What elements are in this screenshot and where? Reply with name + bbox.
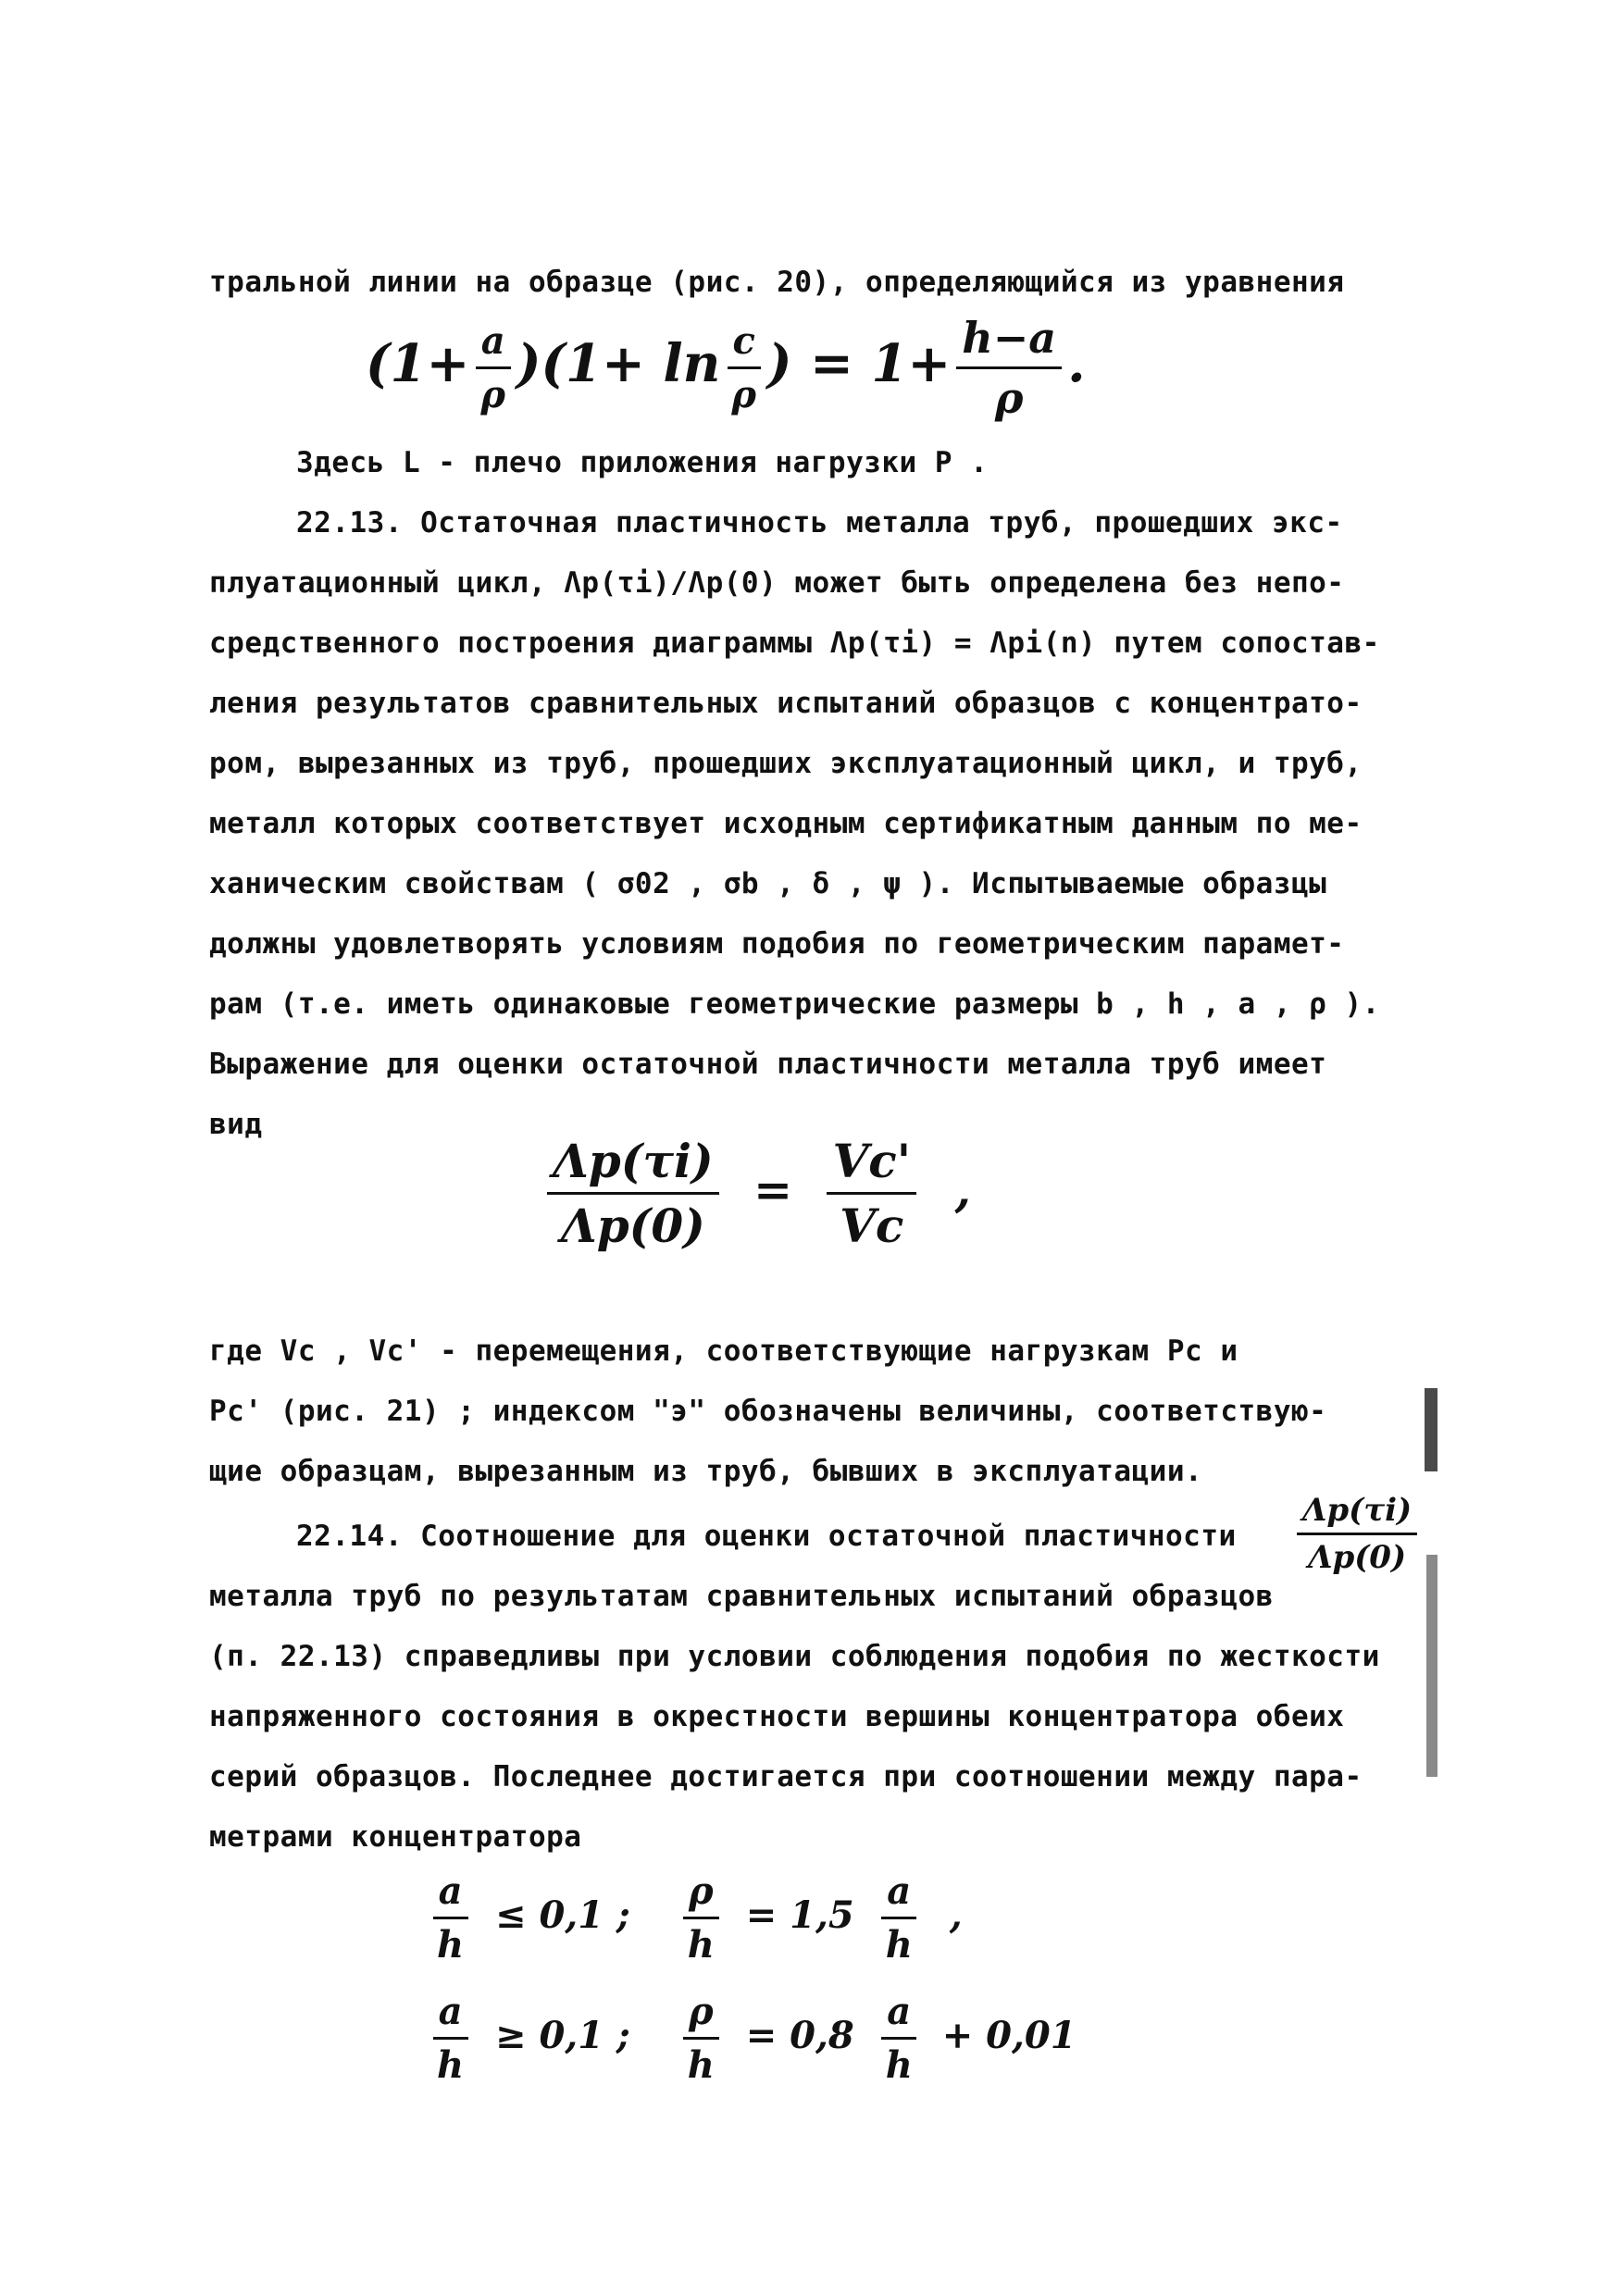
eq-cond2-rhs-den: h (885, 2043, 913, 2087)
eq-ratio-end: , (954, 1161, 971, 1217)
eq-cond2-lhs-num: a (433, 1990, 468, 2040)
text-line-13: вид (209, 1108, 263, 1141)
eq-cond2-lhs-den: h (437, 2043, 465, 2087)
eq-cond1-rel1: ≤ 0,1 ; (495, 1893, 630, 1937)
eq-cond2-mid (682, 1990, 720, 2087)
eq-ratio-left-den: Λp(0) (560, 1198, 705, 1253)
eq-cond1-lhs-num: a (433, 1869, 468, 1919)
eq-cond1-lhs (431, 1869, 469, 1967)
equation-side-ratio (1291, 1492, 1423, 1576)
eq-main-frac-mid-den: ρ (731, 373, 756, 416)
eq-cond2-lhs (431, 1990, 469, 2087)
eq-main-frac-left-den: ρ (480, 373, 505, 416)
eq-ratio-equals: = (753, 1161, 793, 1217)
eq-main-frac-right (956, 313, 1062, 423)
eq-ratio-right-den: Vc (840, 1198, 904, 1253)
text-line-16: щие образцам, вырезанным из труб, бывших в эксплуатации. (209, 1455, 1203, 1488)
equation-ratio (541, 1134, 971, 1253)
scan-artifact-1 (1425, 1388, 1438, 1471)
eq-cond1-mid-den: h (687, 1923, 715, 1967)
eq-main-frac-left-num: a (476, 319, 511, 369)
eq-cond1-rhs (880, 1869, 918, 1967)
eq-cond1-mid-num: ρ (683, 1869, 719, 1919)
eq-cond1-rel2: = 1,5 (745, 1893, 854, 1937)
eq-main-part-a: (1+ (366, 333, 470, 395)
eq-cond2-rhs (880, 1990, 918, 2087)
text-line-5: средственного построения диаграммы Λp(τi) = Λpi(n) путем сопостав- (209, 627, 1380, 660)
text-line-11: рам (т.е. иметь одинаковые геометрические размеры b , h , a , ρ ). (209, 987, 1380, 1021)
text-line-14: где Vc , Vc' - перемещения, соответствующие нагрузкам Pc и (209, 1334, 1238, 1368)
eq-cond2-end: + 0,01 (941, 2013, 1077, 2057)
eq-main-equals: = 1+ (809, 333, 952, 395)
eq-cond2-rel2: = 0,8 (745, 2013, 854, 2057)
text-line-7: ром, вырезанных из труб, прошедших эксплуатационный цикл, и труб, (209, 747, 1363, 780)
text-line-15: Pc' (рис. 21) ; индексом "э" обозначены величины, соответствую- (209, 1395, 1327, 1428)
eq-side-num: Λp(τi) (1297, 1492, 1417, 1535)
text-line-22: метрами концентратора (209, 1820, 582, 1854)
text-line-6: ления результатов сравнительных испытаний образцов с концентрато- (209, 687, 1363, 720)
text-line-18: металла труб по результатам сравнительных испытаний образцов (209, 1580, 1274, 1613)
eq-ratio-left-num: Λp(τi) (547, 1134, 719, 1195)
text-line-8: металл которых соответствует исходным сертификатным данным по ме- (209, 807, 1363, 840)
eq-main-end: . (1067, 333, 1086, 395)
eq-main-frac-mid-num: c (728, 319, 761, 369)
eq-side-frac (1297, 1492, 1417, 1576)
eq-main-part-b: )(1+ ln (517, 333, 721, 395)
eq-cond2-mid-den: h (687, 2043, 715, 2087)
text-line-4: плуатационный цикл, Λp(τi)/Λp(0) может быть определена без непо- (209, 566, 1345, 600)
text-line-19: (п. 22.13) справедливы при условии соблюдения подобия по жесткости (209, 1640, 1380, 1673)
eq-cond2-rhs-num: a (881, 1990, 916, 2040)
eq-main-frac-right-num: h−a (956, 313, 1062, 369)
eq-ratio-frac-left (547, 1134, 719, 1253)
eq-cond2-rel1: ≥ 0,1 ; (495, 2013, 630, 2057)
text-line-1: тральной линии на образце (рис. 20), определяющийся из уравнения (209, 266, 1345, 299)
eq-main-frac-right-den: ρ (994, 373, 1024, 423)
text-line-10: должны удовлетворять условиям подобия по геометрическим парамет- (209, 927, 1345, 961)
eq-main-part-c: ) (766, 333, 792, 395)
eq-cond1-lhs-den: h (437, 1923, 465, 1967)
text-line-12: Выражение для оценки остаточной пластичности металла труб имеет (209, 1048, 1327, 1081)
text-line-21: серий образцов. Последнее достигается при соотношении между пара- (209, 1760, 1363, 1793)
text-line-2: Здесь L - плечо приложения нагрузки P . (296, 446, 989, 479)
eq-cond1-rhs-den: h (885, 1923, 913, 1967)
text-line-9: ханическим свойствам ( σ02 , σb , δ , ψ ). Испытываемые образцы (209, 867, 1327, 900)
text-line-20: напряженного состояния в окрестности вершины концентратора обеих (209, 1700, 1345, 1733)
scan-artifact-2 (1426, 1555, 1438, 1777)
eq-cond1-rhs-num: a (881, 1869, 916, 1919)
eq-cond1-end: , (949, 1893, 963, 1937)
eq-ratio-frac-right (827, 1134, 916, 1253)
eq-side-den: Λp(0) (1308, 1539, 1407, 1576)
eq-main-frac-mid (726, 319, 762, 416)
eq-cond1-mid (682, 1869, 720, 1967)
equation-main (366, 313, 1086, 423)
text-line-17: 22.14. Соотношение для оценки остаточной пластичности (296, 1520, 1237, 1553)
equation-condition-2 (426, 1990, 1077, 2087)
eq-main-frac-left (475, 319, 511, 416)
text-line-3: 22.13. Остаточная пластичность металла труб, прошедших экс- (296, 506, 1343, 540)
eq-cond2-mid-num: ρ (683, 1990, 719, 2040)
equation-condition-1 (426, 1869, 963, 1967)
eq-ratio-right-num: Vc' (827, 1134, 916, 1195)
